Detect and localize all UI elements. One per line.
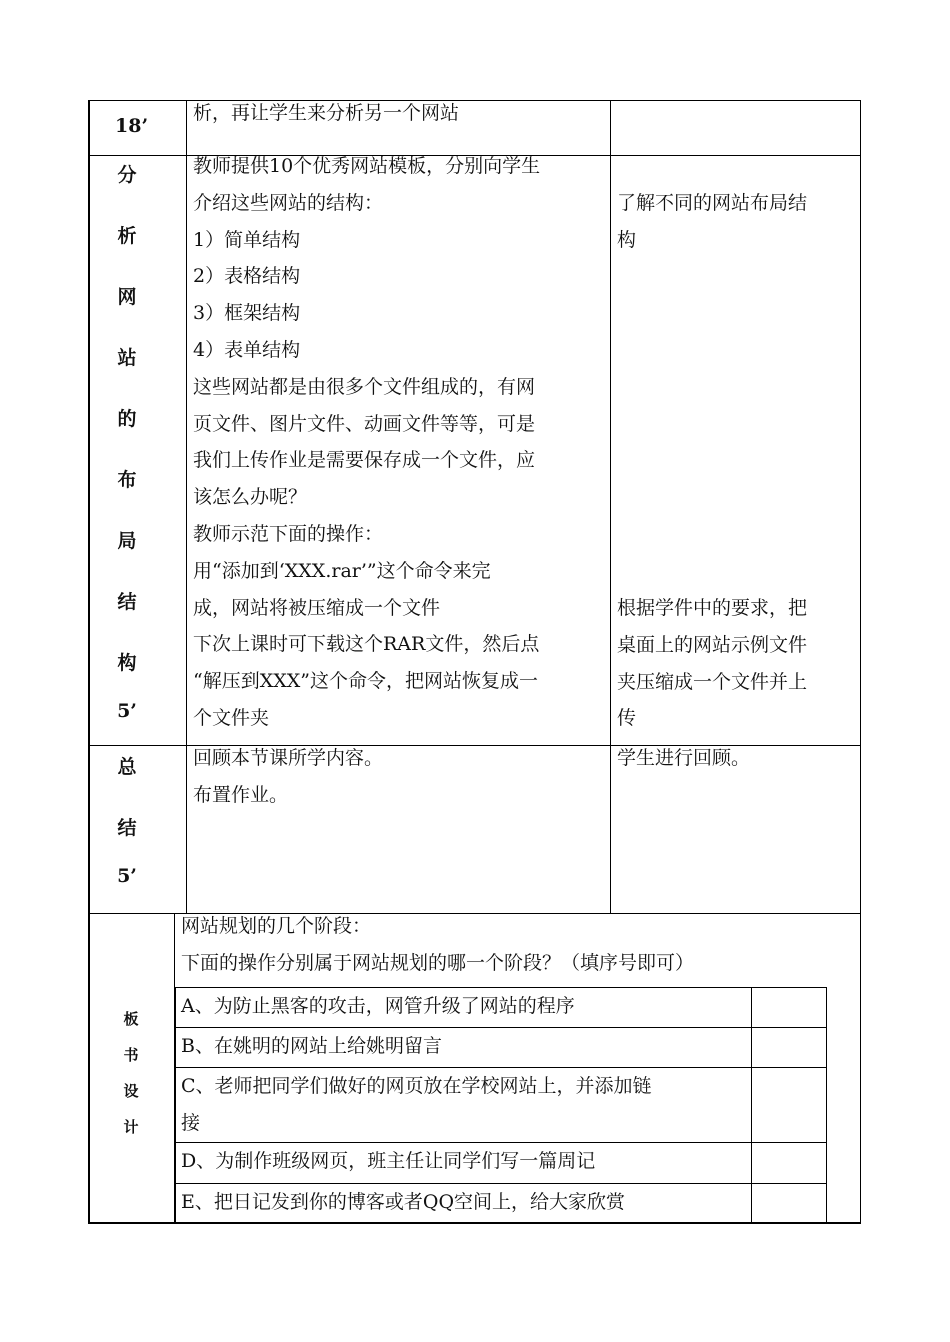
row2-label-char: 结 [117, 591, 137, 613]
answer-cell[interactable] [752, 1143, 827, 1184]
teacher-line: 布置作业。 [193, 783, 289, 806]
question-text [176, 988, 752, 1028]
teacher-line: 页文件、图片文件、动画文件等等，可是 [193, 412, 536, 435]
table-border-right [860, 100, 861, 1224]
row3-label [97, 752, 157, 902]
question-line: D、为制作班级网页，班主任让同学们写一篇周记 [181, 1150, 596, 1172]
row2-label-char: 5’ [117, 700, 137, 722]
intro-line: 网站规划的几个阶段： [181, 915, 372, 937]
row3-label-char: 总 [117, 756, 137, 778]
student-line: 学生进行回顾。 [617, 747, 751, 769]
teacher-line: 个文件夹 [193, 706, 270, 729]
question-text [176, 1143, 752, 1184]
question-line: B、在姚明的网站上给姚明留言 [181, 1035, 442, 1057]
question-table [175, 987, 827, 1224]
teacher-line: 成，网站将被压缩成一个文件 [193, 596, 441, 619]
question-text [176, 1028, 752, 1068]
row1-teacher-text: 析，再让学生来分析另一个网站 [193, 102, 460, 124]
row3-student-text [617, 740, 750, 777]
row2-teacher-text [193, 148, 540, 737]
row2-label-char: 的 [117, 408, 137, 430]
row2-label-char: 网 [117, 286, 137, 308]
table-row [176, 1028, 827, 1068]
teacher-line: 介绍这些网站的结构： [193, 191, 384, 214]
answer-cell[interactable] [752, 1184, 827, 1224]
row2-label-char: 析 [117, 225, 137, 247]
row2-label-char: 站 [117, 347, 137, 369]
row2-label-char: 构 [117, 652, 137, 674]
teacher-line: 2）表格结构 [193, 265, 301, 288]
row2-label [97, 160, 157, 740]
row2-student-bottom [617, 590, 807, 737]
row4-label [101, 1008, 161, 1138]
teacher-line: 1）简单结构 [193, 228, 301, 251]
student-line: 构 [617, 228, 637, 251]
table-row [176, 988, 827, 1028]
teacher-line: 该怎么办呢？ [193, 486, 308, 509]
question-line: 接 [181, 1112, 201, 1134]
teacher-line: 用“添加到‘XXX.rar’”这个命令来完 [193, 559, 491, 582]
question-line: C、老师把同学们做好的网页放在学校网站上，并添加链 [181, 1075, 652, 1097]
row2-label-char: 布 [117, 469, 137, 491]
teacher-line: 教师提供10个优秀网站模板，分别向学生 [193, 155, 541, 177]
row2-student-top [617, 185, 807, 259]
teacher-line: 这些网站都是由很多个文件组成的，有网 [193, 375, 536, 398]
row4-label-char: 设 [123, 1082, 139, 1100]
row2-label-char: 局 [117, 530, 137, 552]
question-text [176, 1068, 752, 1143]
teacher-line: 回顾本节课所学内容。 [193, 747, 384, 769]
teacher-line: 教师示范下面的操作： [193, 522, 384, 545]
student-line: 根据学件中的要求，把 [617, 597, 808, 619]
row4-label-char: 计 [123, 1118, 139, 1136]
question-line: A、为防止黑客的攻击，网管升级了网站的程序 [181, 995, 575, 1017]
student-line: 了解不同的网站布局结 [617, 192, 808, 214]
intro-line: 下面的操作分别属于网站规划的哪一个阶段？（填序号即可） [181, 952, 695, 974]
student-line: 传 [617, 707, 637, 730]
student-line: 桌面上的网站示例文件 [617, 633, 808, 656]
student-line: 夹压缩成一个文件并上 [617, 670, 808, 693]
teacher-line: 我们上传作业是需要保存成一个文件，应 [193, 449, 536, 472]
column-divider-1 [186, 100, 187, 913]
question-line: E、把日记发到你的博客或者QQ空间上，给大家欣赏 [181, 1191, 626, 1213]
row3-teacher-text [193, 740, 383, 814]
answer-cell[interactable] [752, 988, 827, 1028]
teacher-line: “解压到XXX”这个命令，把网站恢复成一 [193, 670, 539, 693]
question-text [176, 1184, 752, 1224]
row2-label-char: 分 [117, 164, 137, 186]
table-row [176, 1143, 827, 1184]
answer-cell[interactable] [752, 1068, 827, 1143]
teacher-line: 下次上课时可下载这个RAR文件，然后点 [193, 633, 540, 656]
row1-time: 18’ [115, 115, 149, 137]
table-border-left [88, 100, 90, 1224]
table-row [176, 1184, 827, 1224]
row4-label-char: 板 [123, 1010, 139, 1028]
row3-label-char: 5’ [117, 865, 137, 887]
column-divider-2 [610, 100, 611, 913]
teacher-line: 3）框架结构 [193, 302, 301, 325]
teacher-line: 4）表单结构 [193, 338, 301, 361]
row4-intro [181, 908, 694, 982]
row3-label-char: 结 [117, 817, 137, 839]
table-row [176, 1068, 827, 1143]
answer-cell[interactable] [752, 1028, 827, 1068]
row4-label-char: 书 [123, 1046, 139, 1064]
